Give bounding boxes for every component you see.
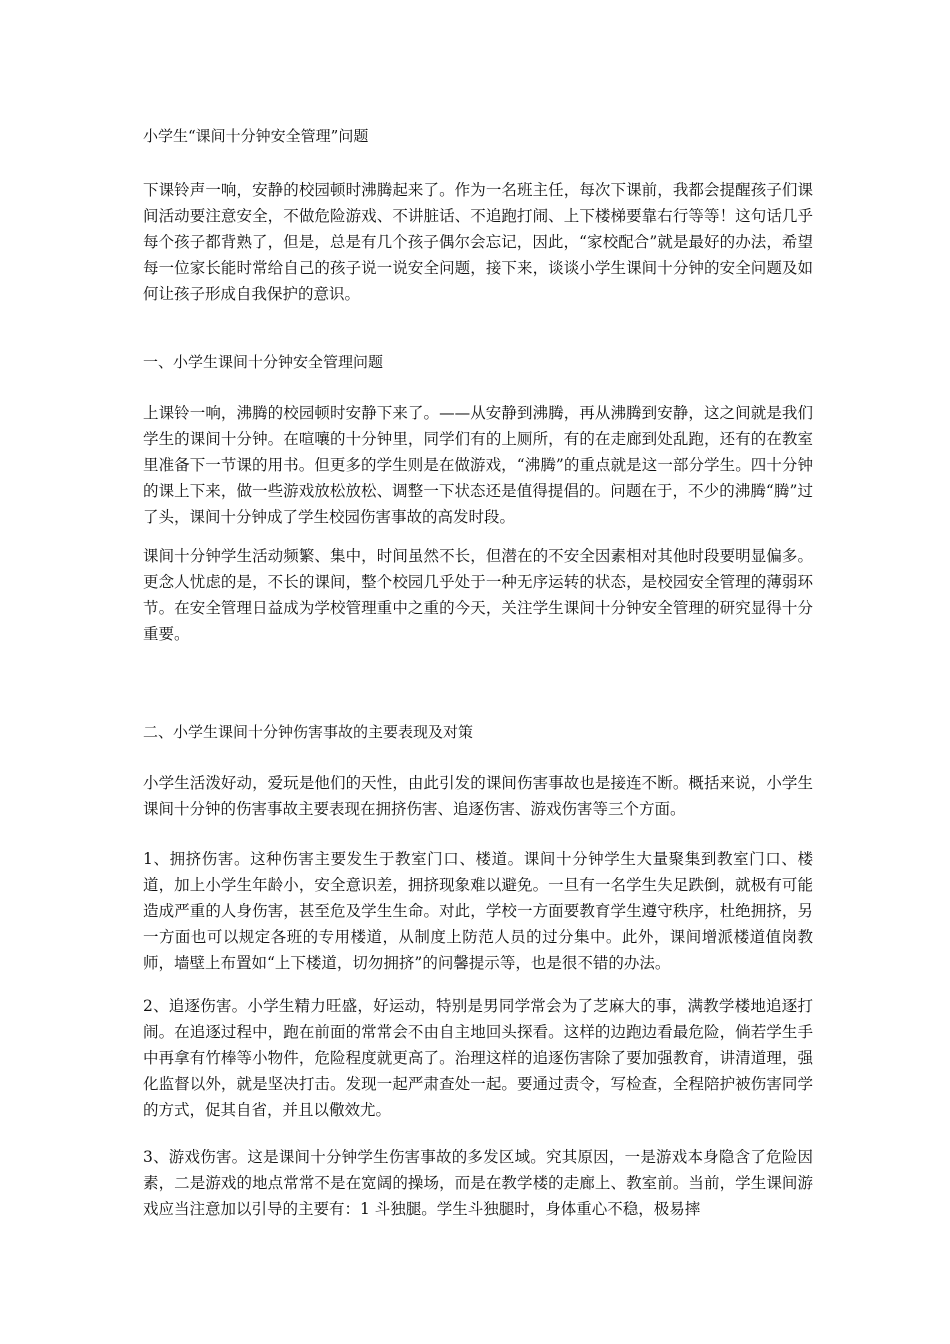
section-2-heading: 二、小学生课间十分钟伤害事故的主要表现及对策 bbox=[143, 723, 474, 741]
section-1-paragraph-1: 上课铃一响，沸腾的校园顿时安静下来了。——从安静到沸腾，再从沸腾到安静，这之间就是我们学生的课间十分钟。在喧嚷的十分钟里，同学们有的上厕所，有的在走廊到处乱跑，还有的在教室里准备下一节课的用书。但更多的学生则是在做游戏，“沸腾”的重点就是这一部分学生。四十分钟的课上下来，做一些游戏放松放松、调整一下状态还是值得提倡的。问题在于，不少的沸腾“腾”过了头，课间十分钟成了学生校园伤害事故的高发时段。 bbox=[143, 404, 813, 526]
section-2-paragraph-1: 小学生活泼好动，爱玩是他们的天性，由此引发的课间伤害事故也是接连不断。概括来说，小学生课间十分钟的伤害事故主要表现在拥挤伤害、追逐伤害、游戏伤害等三个方面。 bbox=[143, 774, 813, 818]
section-1-paragraph-2: 课间十分钟学生活动频繁、集中，时间虽然不长，但潜在的不安全因素相对其他时段要明显偏多。更念人忧虑的是，不长的课间，整个校园几乎处于一种无序运转的状态，是校园安全管理的薄弱环节。在安全管理日益成为学校管理重中之重的今天，关注学生课间十分钟安全管理的研究显得十分重要。 bbox=[143, 547, 813, 643]
section-2-paragraph-4: 3、游戏伤害。这是课间十分钟学生伤害事故的多发区域。究其原因，一是游戏本身隐含了危险因素，二是游戏的地点常常不是在宽阔的操场，而是在教学楼的走廊上、教室前。当前，学生课间游戏应当注意加以引导的主要有：1 斗独腿。学生斗独腿时，身体重心不稳，极易摔 bbox=[143, 1148, 813, 1218]
document-title: 小学生“课间十分钟安全管理”问题 bbox=[143, 127, 369, 145]
section-1-heading: 一、小学生课间十分钟安全管理问题 bbox=[143, 353, 384, 371]
section-2-paragraph-2: 1、拥挤伤害。这种伤害主要发生于教室门口、楼道。课间十分钟学生大量聚集到教室门口、楼道，加上小学生年龄小，安全意识差，拥挤现象难以避免。一旦有一名学生失足跌倒，就极有可能造成严重的人身伤害，甚至危及学生生命。对此，学校一方面要教育学生遵守秩序，杜绝拥挤，另一方面也可以规定各班的专用楼道，从制度上防范人员的过分集中。此外，课间增派楼道值岗教师，墙壁上布置如“上下楼道，切勿拥挤”的问馨提示等，也是很不错的办法。 bbox=[143, 850, 813, 972]
section-2-paragraph-3: 2、追逐伤害。小学生精力旺盛，好运动，特别是男同学常会为了芝麻大的事，满教学楼地追逐打闹。在追逐过程中，跑在前面的常常会不由自主地回头探看。这样的边跑边看最危险，倘若学生手中再拿有竹棒等小物件，危险程度就更高了。治理这样的追逐伤害除了要加强教育，讲清道理，强化监督以外，就是坚决打击。发现一起严肃查处一起。要通过责令，写检查，全程陪护被伤害同学的方式，促其自省，并且以儆效尤。 bbox=[143, 997, 813, 1119]
intro-paragraph: 下课铃声一响，安静的校园顿时沸腾起来了。作为一名班主任，每次下课前，我都会提醒孩子们课间活动要注意安全，不做危险游戏、不讲脏话、不追跑打闹、上下楼梯要靠右行等等！这句话几乎每个孩子都背熟了，但是，总是有几个孩子偶尔会忘记，因此，“家校配合”就是最好的办法，希望每一位家长能时常给自己的孩子说一说安全问题，接下来，谈谈小学生课间十分钟的安全问题及如何让孩子形成自我保护的意识。 bbox=[143, 181, 813, 303]
